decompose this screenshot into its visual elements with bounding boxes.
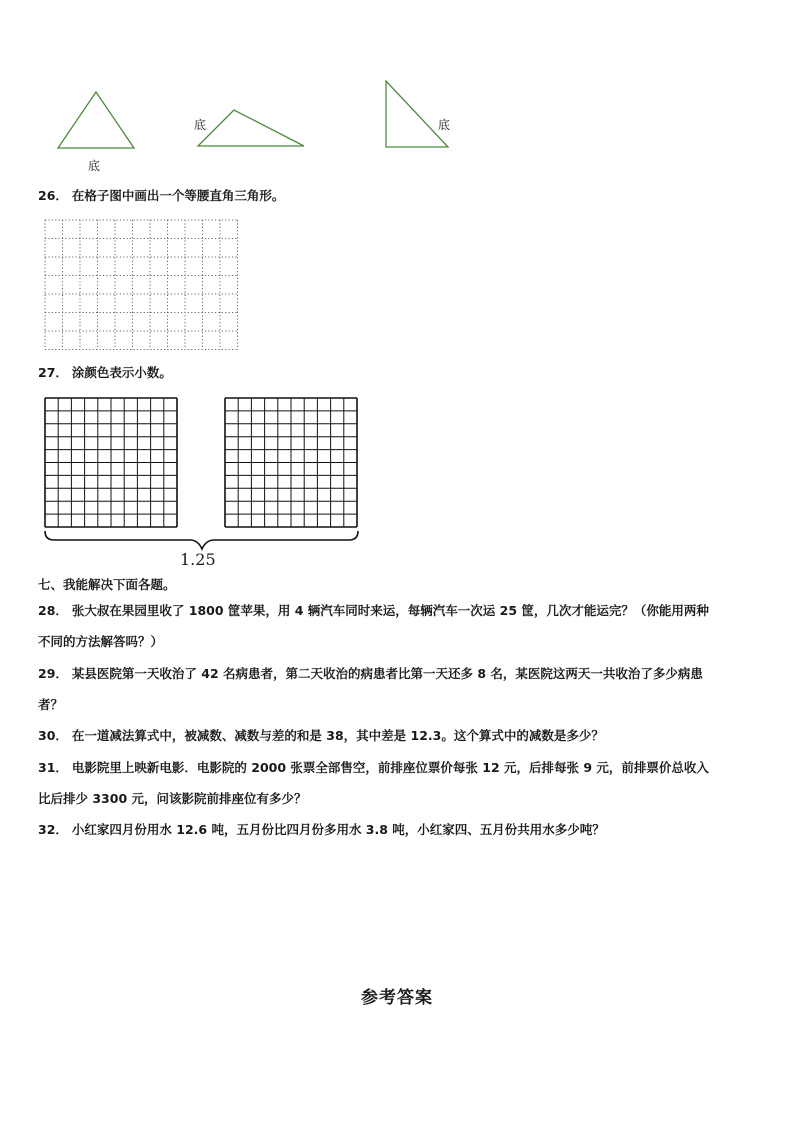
question-28-line2: 不同的方法解答吗？） xyxy=(38,634,164,649)
question-28 xyxy=(38,601,709,621)
question-29 xyxy=(38,664,703,684)
triangle-obtuse xyxy=(196,108,306,148)
question-text: 小红家四月份用水 12.6 吨，五月份比四月份多用水 3.8 吨，小红家四、五月份共用水多少吨？ xyxy=(71,822,605,837)
question-text: 在格子图中画出一个等腰直角三角形。 xyxy=(71,188,285,203)
hundred-grid-left[interactable] xyxy=(44,397,178,528)
triangle-right xyxy=(384,79,450,149)
question-number: 27． xyxy=(38,365,68,380)
question-text-line1: 张大叔在果园里收了 1800 筐苹果，用 4 辆汽车同时来运，每辆汽车一次运 25 筐，几次才能运完？（你能用两种 xyxy=(71,603,709,618)
question-text: 涂颜色表示小数。 xyxy=(71,365,172,380)
question-29-line2: 者？ xyxy=(38,697,64,712)
question-number: 30． xyxy=(38,728,68,743)
question-26 xyxy=(38,186,284,206)
question-text: 在一道减法算式中，被减数、减数与差的和是 38，其中差是 12.3。这个算式中的减数是多少？ xyxy=(71,728,604,743)
triangle-1-base-label: 底 xyxy=(88,159,101,173)
question-number: 26． xyxy=(38,188,68,203)
question-text-line1: 某县医院第一天收治了 42 名病患者，第二天收治的病患者比第一天还多 8 名，某医院这两天一共收治了多少病患 xyxy=(71,666,703,681)
question-number: 32． xyxy=(38,822,68,837)
section-heading: 七、我能解决下面各题。 xyxy=(38,577,176,592)
question-number: 29． xyxy=(38,666,68,681)
question-30 xyxy=(38,726,604,746)
answer-section-title: 参考答案 xyxy=(361,988,433,1008)
question-27 xyxy=(38,363,172,383)
question-text-line1: 电影院里上映新电影．电影院的 2000 张票全部售空，前排座位票价每张 12 元，后排每张 9 元，前排票价总收入 xyxy=(71,760,709,775)
question-31 xyxy=(38,758,709,778)
dotted-grid-paper[interactable] xyxy=(43,218,239,350)
triangle-acute xyxy=(56,90,136,150)
hundred-grid-right[interactable] xyxy=(224,397,358,528)
question-31-line2: 比后排少 3300 元，问该影院前排座位有多少？ xyxy=(38,791,307,806)
curly-brace xyxy=(44,530,360,552)
decimal-value-label: 1.25 xyxy=(180,550,216,569)
triangle-2-base-label: 底 xyxy=(194,118,207,132)
triangle-3-base-label: 底 xyxy=(438,118,451,132)
question-number: 28． xyxy=(38,603,68,618)
question-number: 31． xyxy=(38,760,68,775)
question-32 xyxy=(38,820,605,840)
